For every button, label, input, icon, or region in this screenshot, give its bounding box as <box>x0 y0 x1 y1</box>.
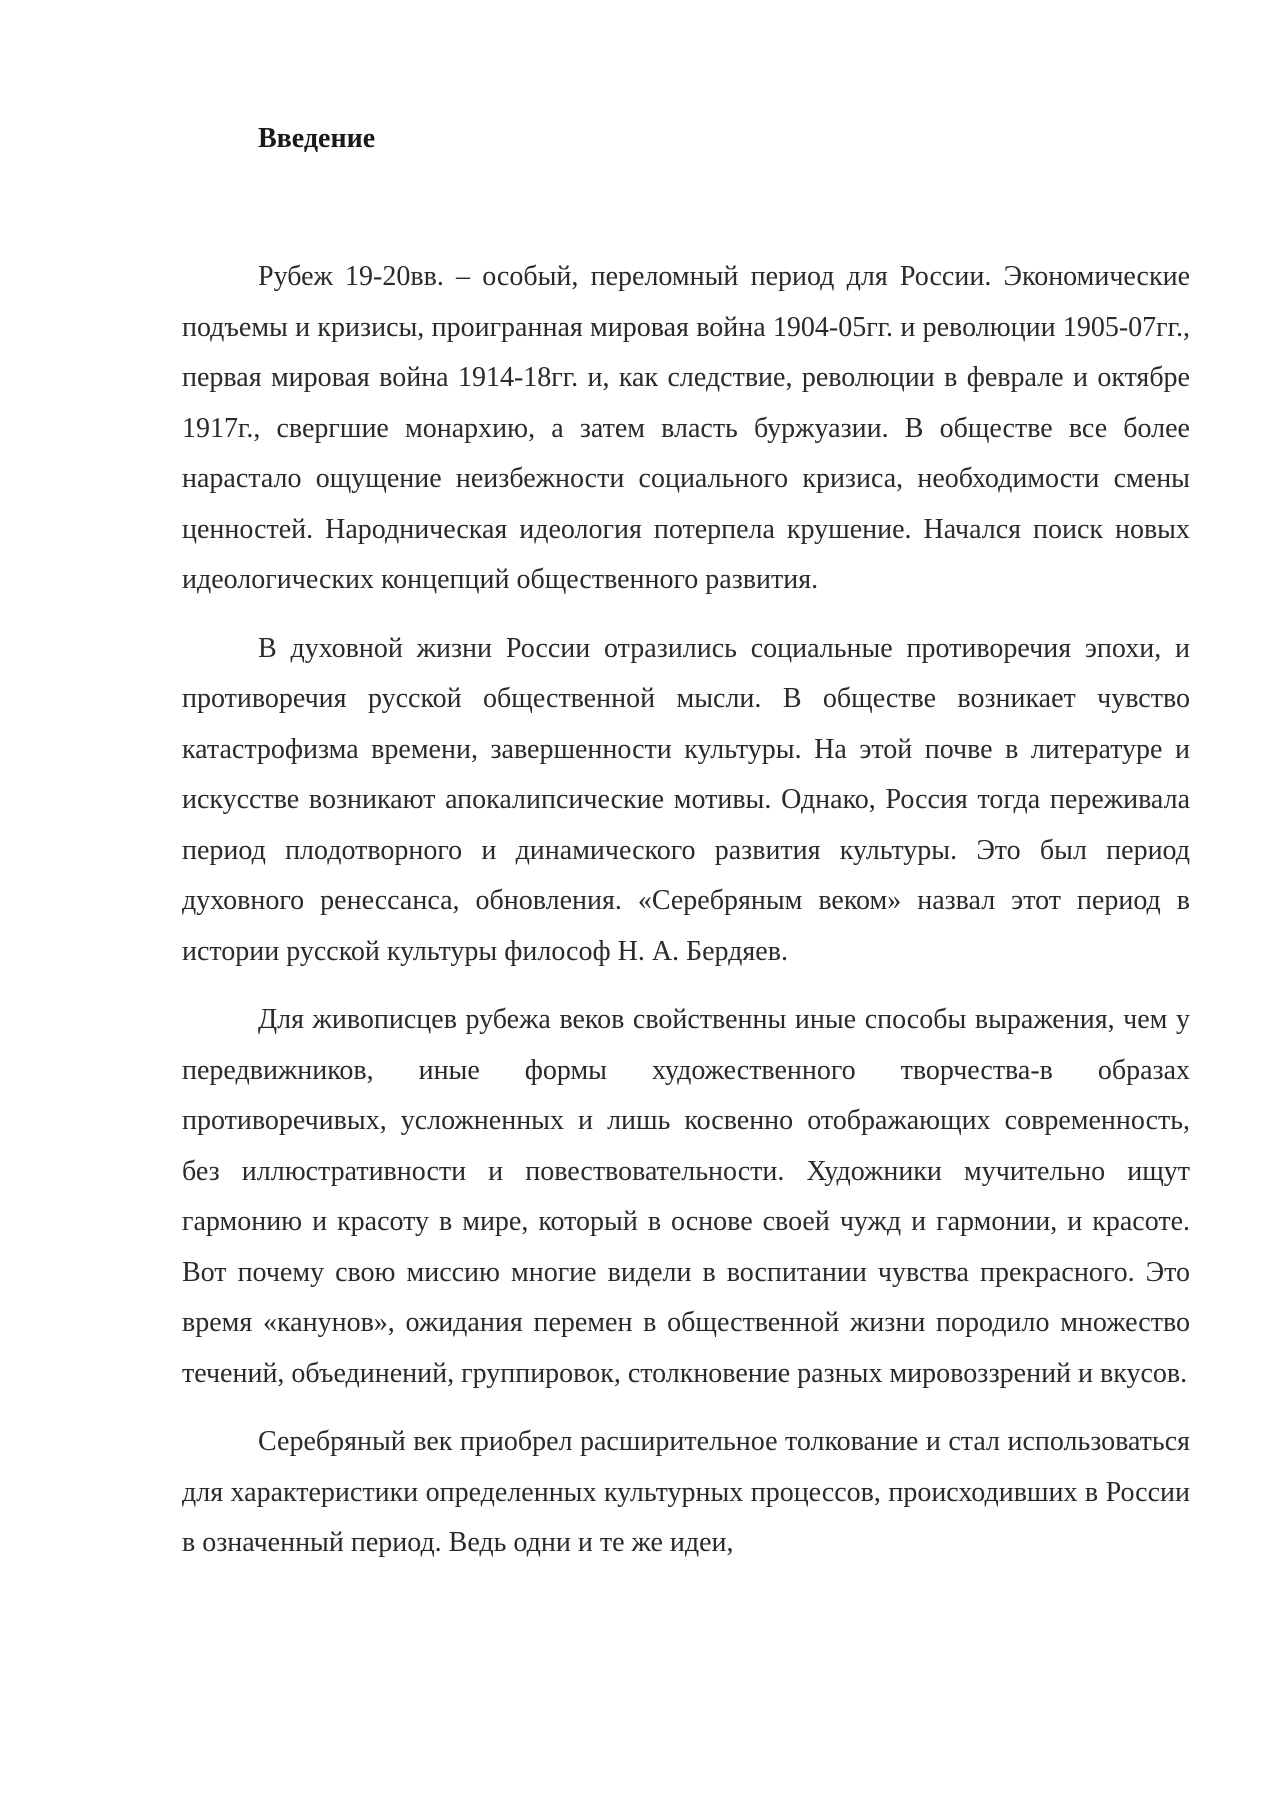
paragraph-1: Рубеж 19-20вв. – особый, переломный период для России. Экономические подъемы и кризисы, проигранная мировая война 1904-05гг. и революции 1905-07гг., первая мировая война 1914-18гг. и, как следствие, революции в феврале и октябре 1917г., свергшие монархию, а затем власть буржуазии. В обществе все более нарастало ощущение неизбежности социального кризиса, необходимости смены ценностей. Народническая идеология потерпела крушение. Начался поиск новых идеологических концепций общественного развития. <box>182 261 1190 595</box>
document-body <box>182 118 1190 1569</box>
paragraph-2: В духовной жизни России отразились социальные противоречия эпохи, и противоречия русской общественной мысли. В обществе возникает чувство катастрофизма времени, завершенности культуры. На этой почве в литературе и искусстве возникают апокалипсические мотивы. Однако, Россия тогда переживала период плодотворного и динамического развития культуры. Это был период духовного ренессанса, обновления. «Серебряным веком» назвал этот период в истории русской культуры философ Н. А. Бердяев. <box>182 632 1190 967</box>
paragraph-4: Серебряный век приобрел расширительное толкование и стал использоваться для характеристики определенных культурных процессов, происходивших в России в означенный период. Ведь одни и те же идеи, <box>182 1426 1190 1558</box>
section-heading: Введение <box>258 123 376 154</box>
paragraph-3: Для живописцев рубежа веков свойственны иные способы выражения, чем у передвижников, иные формы художественного творчества-в образах противоречивых, усложненных и лишь косвенно отображающих современность, без иллюстративности и повествовательности. Художники мучительно ищут гармонию и красоту в мире, который в основе своей чужд и гармонии, и красоте. Вот почему свою миссию многие видели в воспитании чувства прекрасного. Это время «канунов», ожидания перемен в общественной жизни породило множество течений, объединений, группировок, столкновение разных мировоззрений и вкусов. <box>182 1004 1190 1389</box>
